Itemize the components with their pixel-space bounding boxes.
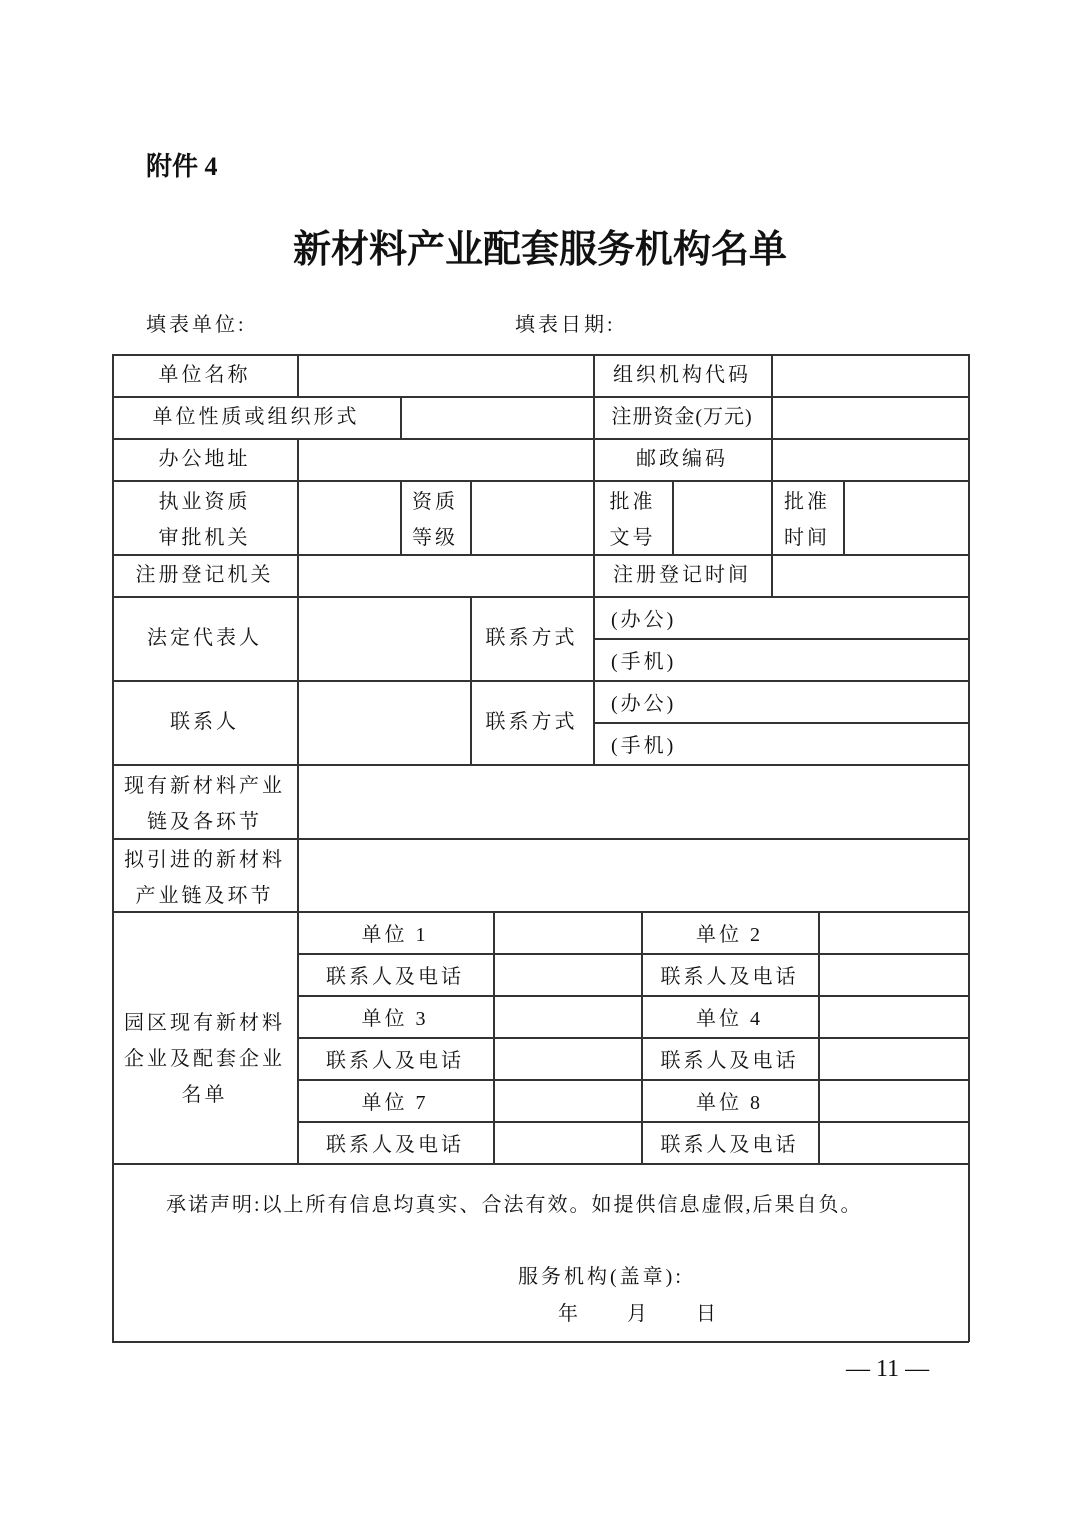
table-rule: [112, 1163, 969, 1165]
label-park-list-2: 企业及配套企业: [124, 1048, 285, 1070]
table-rule: [112, 1341, 969, 1343]
label-unit-1: 单位 1: [361, 924, 429, 946]
input-unit-name[interactable]: [297, 354, 593, 396]
input-postal-code[interactable]: [771, 438, 968, 480]
label-unit-3: 单位 3: [361, 1008, 429, 1030]
label-contact-phone: 联系人及电话: [326, 966, 464, 988]
label-unit-8: 单位 8: [696, 1092, 763, 1114]
input-unit-nature[interactable]: [400, 396, 593, 438]
table-rule: [968, 354, 970, 1342]
label-org-code: 组织机构代码: [613, 364, 751, 386]
label-park-list-1: 园区现有新材料: [124, 1012, 285, 1034]
input-org-code[interactable]: [771, 354, 968, 396]
label-unit-name: 单位名称: [158, 364, 251, 386]
label-approval-no-2: 文号: [609, 527, 656, 549]
date-label: 年 月 日: [558, 1303, 719, 1325]
label-existing-chain-1: 现有新材料产业: [124, 775, 285, 797]
label-approval-time-2: 时间: [784, 527, 830, 549]
label-unit-7: 单位 7: [361, 1092, 429, 1114]
label-unit-2: 单位 2: [696, 924, 763, 946]
attachment-label: 附件 4: [146, 152, 218, 181]
table-rule: [470, 480, 472, 555]
label-legal-rep-contact: 联系方式: [485, 627, 578, 649]
input-reg-capital[interactable]: [771, 396, 968, 438]
contact-office-phone[interactable]: (办公): [611, 693, 677, 715]
label-planned-chain-1: 拟引进的新材料: [124, 849, 285, 871]
label-contact-person-contact: 联系方式: [485, 711, 578, 733]
label-reg-authority: 注册登记机关: [135, 564, 274, 586]
table-rule: [843, 480, 845, 555]
label-license-authority-2: 审批机关: [158, 527, 251, 549]
declaration-text: 承诺声明:以上所有信息均真实、合法有效。如提供信息虚假,后果自负。: [166, 1194, 863, 1216]
table-rule: [297, 596, 299, 912]
table-rule: [672, 480, 674, 555]
page-number: — 11 —: [846, 1356, 930, 1382]
label-contact-phone: 联系人及电话: [660, 1134, 799, 1156]
input-office-address[interactable]: [297, 438, 593, 480]
label-park-list-3: 名单: [181, 1084, 228, 1106]
label-office-address: 办公地址: [158, 448, 251, 470]
label-reg-time: 注册登记时间: [613, 564, 751, 586]
label-planned-chain-2: 产业链及环节: [135, 885, 274, 907]
label-existing-chain-2: 链及各环节: [147, 811, 262, 833]
label-approval-time-1: 批准: [784, 491, 830, 513]
table-rule: [493, 911, 495, 1164]
label-license-authority-1: 执业资质: [158, 491, 251, 513]
label-unit-nature: 单位性质或组织形式: [152, 406, 360, 428]
legal-rep-mobile[interactable]: (手机): [611, 651, 677, 673]
label-legal-rep: 法定代表人: [147, 627, 262, 649]
label-contact-phone: 联系人及电话: [660, 1050, 799, 1072]
table-rule: [818, 911, 820, 1164]
label-contact-phone: 联系人及电话: [326, 1134, 464, 1156]
seal-label: 服务机构(盖章):: [518, 1266, 684, 1288]
fill-date-label: 填表日期:: [515, 314, 616, 336]
label-contact-phone: 联系人及电话: [660, 966, 799, 988]
legal-rep-office-phone[interactable]: (办公): [611, 609, 677, 631]
table-rule: [771, 554, 773, 597]
label-qual-level-1: 资质: [412, 491, 458, 513]
label-reg-capital: 注册资金(万元): [611, 406, 753, 428]
label-approval-no-1: 批准: [609, 491, 656, 513]
label-unit-4: 单位 4: [696, 1008, 763, 1030]
label-qual-level-2: 等级: [412, 527, 458, 549]
label-contact-person: 联系人: [170, 711, 239, 733]
label-postal-code: 邮政编码: [636, 448, 728, 470]
fill-unit-label: 填表单位:: [146, 314, 247, 336]
page-title: 新材料产业配套服务机构名单: [292, 229, 787, 271]
contact-mobile[interactable]: (手机): [611, 735, 677, 757]
label-contact-phone: 联系人及电话: [326, 1050, 464, 1072]
table-rule: [112, 480, 969, 482]
